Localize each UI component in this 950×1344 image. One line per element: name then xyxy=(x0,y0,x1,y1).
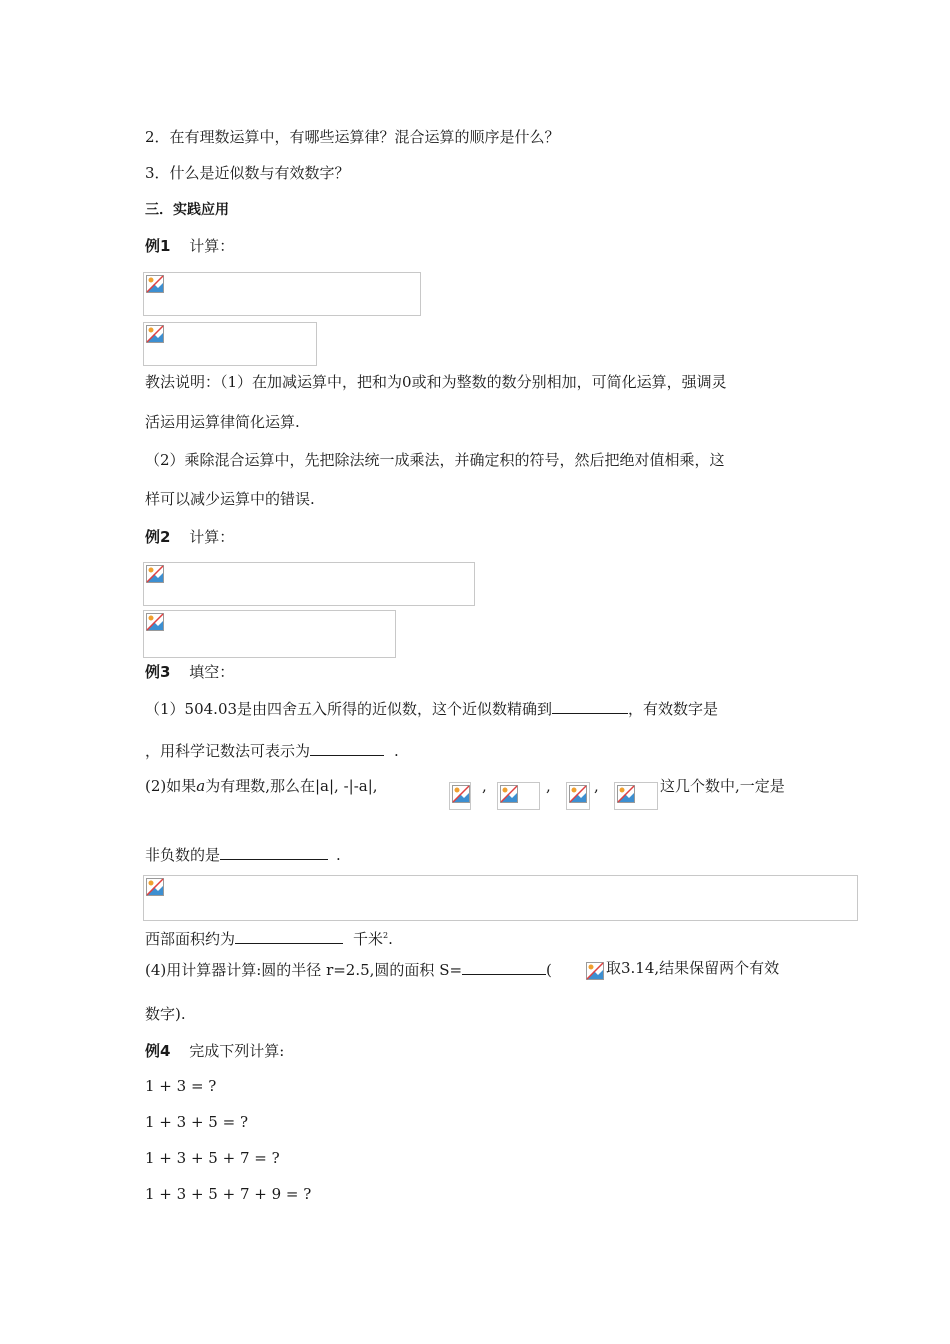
unit-superscript: 2 xyxy=(383,931,389,940)
calc-line-3: 1 + 3 + 5 + 7 = ? xyxy=(145,1149,280,1167)
abs-expression: |a| xyxy=(314,777,335,795)
question-text: （1）504.03是由四舍五入所得的近似数，这个近似数精确到 xyxy=(145,700,553,718)
calc-line-4: 1 + 3 + 5 + 7 + 9 = ? xyxy=(145,1185,312,1203)
inline-formula-image xyxy=(566,782,590,810)
example4-heading xyxy=(145,1041,284,1061)
broken-image-icon xyxy=(586,962,604,980)
q3-text: 3．什么是近似数与有效数字？ xyxy=(145,164,350,182)
question-text: 为有理数,那么在 xyxy=(205,777,315,795)
example2-heading xyxy=(145,527,234,547)
example-instruction: 计算： xyxy=(189,237,235,255)
answer-blank[interactable] xyxy=(235,927,343,944)
broken-image-icon xyxy=(146,613,164,631)
answer-blank[interactable] xyxy=(220,843,328,860)
answer-blank[interactable] xyxy=(462,958,546,975)
variable-a: a xyxy=(196,777,206,795)
question-text: 取3.14,结果保留两个有效 xyxy=(606,959,780,977)
fill-question-4b: 数字). xyxy=(145,1005,186,1023)
broken-image-icon xyxy=(452,785,470,803)
fill-question-3 xyxy=(145,926,393,949)
formula-image xyxy=(143,272,421,316)
inline-formula-image xyxy=(614,782,658,810)
answer-blank[interactable] xyxy=(552,697,628,714)
unit-text: 千米 xyxy=(353,930,384,948)
example-instruction: 完成下列计算: xyxy=(189,1042,285,1060)
fill-question-4 xyxy=(145,958,552,980)
example-label: 例2 xyxy=(145,528,171,546)
question-text: 西部面积约为 xyxy=(145,930,236,948)
section-heading: 三．实践应用 xyxy=(145,202,229,218)
broken-image-icon xyxy=(146,565,164,583)
example-instruction: 填空： xyxy=(189,663,235,681)
pi-symbol-image xyxy=(586,962,606,982)
broken-image-icon xyxy=(146,878,164,896)
example-label: 例1 xyxy=(145,237,171,255)
abs-expression: -|-a| xyxy=(343,777,373,795)
method-note-2b: 样可以减少运算中的错误. xyxy=(145,490,315,508)
fill-question-2b xyxy=(145,843,341,865)
question-text: 这几个数中,一定是 xyxy=(660,777,785,795)
inline-formula-image xyxy=(497,782,540,810)
q2-text: 2．在有理数运算中，有哪些运算律？混合运算的顺序是什么？ xyxy=(145,128,560,146)
broken-image-icon xyxy=(569,785,587,803)
example1-heading xyxy=(145,236,234,256)
example-label: 例4 xyxy=(145,1042,171,1060)
example3-heading xyxy=(145,662,234,682)
broken-image-icon xyxy=(146,325,164,343)
formula-image xyxy=(143,562,475,606)
fill-question-1a xyxy=(145,697,718,719)
comma: , xyxy=(594,777,599,795)
inline-formula-image xyxy=(449,782,471,810)
calc-line-1: 1 + 3 = ? xyxy=(145,1077,217,1095)
method-note-1b: 活运用运算律简化运算. xyxy=(145,413,300,431)
question-text: (4)用计算器计算:圆的半径 r=2.5,圆的面积 S= xyxy=(145,961,463,979)
comma: , xyxy=(482,777,487,795)
method-note-2: （2）乘除混合运算中，先把除法统一成乘法，并确定积的符号，然后把绝对值相乘，这 xyxy=(145,451,725,469)
answer-blank[interactable] xyxy=(310,739,384,756)
example-label: 例3 xyxy=(145,663,171,681)
question-text: 非负数的是 xyxy=(145,846,221,864)
example-instruction: 计算： xyxy=(189,528,235,546)
question-3-image xyxy=(143,875,858,921)
question-text: . xyxy=(394,742,399,760)
formula-image xyxy=(143,322,317,366)
question-text: ( xyxy=(546,961,552,979)
question-text: ，用科学记数法可表示为 xyxy=(145,742,311,760)
fill-question-1b xyxy=(145,739,399,761)
question-text: ，有效数字是 xyxy=(628,700,719,718)
question-text: . xyxy=(388,930,393,948)
question-text: (2)如果 xyxy=(145,777,197,795)
broken-image-icon xyxy=(500,785,518,803)
question-text: . xyxy=(336,846,341,864)
broken-image-icon xyxy=(617,785,635,803)
calc-line-2: 1 + 3 + 5 = ? xyxy=(145,1113,248,1131)
fill-question-2: (2)如果a为有理数,那么在|a|, -|-a|, xyxy=(145,777,378,795)
formula-image xyxy=(143,610,396,658)
method-note-1: 教法说明：（1）在加减运算中，把和为0或和为整数的数分别相加，可简化运算，强调灵 xyxy=(145,373,727,391)
comma: , xyxy=(546,777,551,795)
broken-image-icon xyxy=(146,275,164,293)
